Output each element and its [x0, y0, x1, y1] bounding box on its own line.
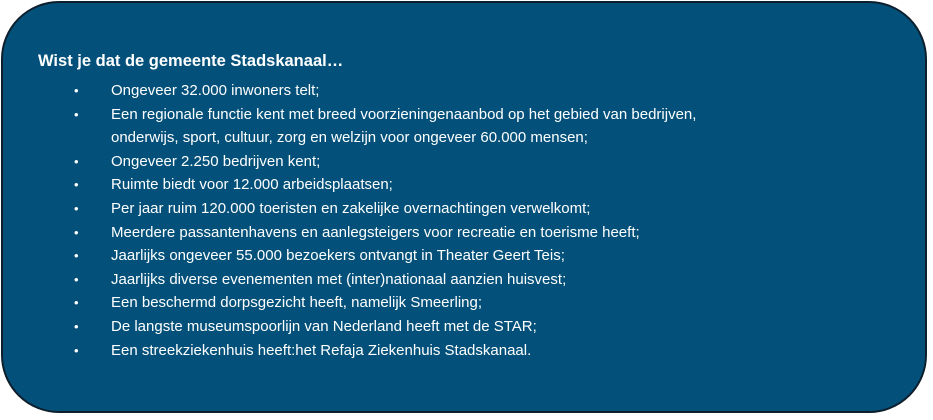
bullet-icon: •: [74, 295, 79, 311]
list-item: [3, 339, 903, 363]
list-item-text: Ongeveer 32.000 inwoners telt;: [111, 82, 320, 99]
list-item-text-continuation: onderwijs, sport, cultuur, zorg en welzijn voor ongeveer 60.000 mensen;: [111, 129, 588, 147]
list-item: [3, 244, 903, 268]
list-item: [3, 315, 903, 339]
bullet-icon: •: [74, 200, 79, 216]
bullet-icon: •: [74, 177, 79, 193]
bullet-icon: •: [74, 83, 79, 98]
panel-title: Wist je dat de gemeente Stadskanaal…: [38, 52, 344, 70]
list-item-text: Jaarlijks diverse evenementen met (inter)nationaal aanzien huisvest;: [111, 270, 567, 288]
list-item-text: Per jaar ruim 120.000 toeristen en zakelijke overnachtingen verwelkomt;: [111, 199, 591, 217]
list-item: [3, 150, 903, 174]
facts-list: [3, 79, 903, 362]
list-item: [3, 221, 903, 245]
list-item: [3, 103, 903, 150]
bullet-icon: •: [74, 318, 79, 334]
list-item-text: Meerdere passantenhavens en aanlegsteigers voor recreatie en toerisme heeft;: [111, 223, 640, 241]
list-item-text: Een beschermd dorpsgezicht heeft, namelijk Smeerling;: [111, 294, 483, 312]
list-item-text: Ongeveer 2.250 bedrijven kent;: [111, 152, 321, 170]
list-item-text: Een streekziekenhuis heeft:het Refaja Ziekenhuis Stadskanaal.: [111, 341, 532, 359]
bullet-icon: •: [74, 248, 79, 264]
list-item: [3, 268, 903, 292]
list-item-text: Jaarlijks ongeveer 55.000 bezoekers ontvangt in Theater Geert Teis;: [111, 247, 565, 265]
bullet-icon: •: [74, 106, 79, 122]
bullet-icon: •: [74, 153, 79, 169]
bullet-icon: •: [74, 342, 79, 358]
bullet-icon: •: [74, 224, 79, 240]
list-item: [3, 291, 903, 315]
list-item-text: Ruimte biedt voor 12.000 arbeidsplaatsen;: [111, 176, 393, 194]
list-item: [3, 79, 903, 103]
info-panel: [1, 1, 927, 413]
list-item: [3, 173, 903, 197]
list-item-text: Een regionale functie kent met breed voorzieningenaanbod op het gebied van bedrijven,: [111, 105, 697, 123]
bullet-icon: •: [74, 271, 79, 287]
list-item: [3, 197, 903, 221]
list-item-text: De langste museumspoorlijn van Nederland heeft met de STAR;: [111, 317, 537, 335]
